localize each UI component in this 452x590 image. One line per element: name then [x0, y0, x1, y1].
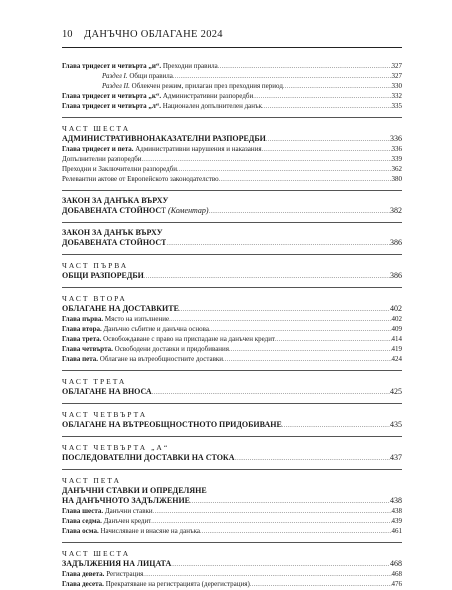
toc-entry[interactable] [62, 579, 402, 589]
entry-page: 438 [391, 507, 402, 515]
toc-entry[interactable] [62, 164, 402, 174]
part-title: ЗАДЪЛЖЕНИЯ НА ЛИЦАТА [62, 559, 172, 568]
dot-leader [152, 387, 390, 398]
entry-page: 327 [391, 72, 402, 80]
part-label: ЧАСТ ВТОРА [62, 294, 127, 303]
entry-title: Облекчен режим, прилаган през преходния период [129, 82, 283, 90]
toc-part-four [62, 409, 402, 430]
part-title: НА ДАНЪЧНОТО ЗАДЪЛЖЕНИЕ [62, 496, 191, 505]
toc-part-one [62, 260, 402, 281]
entry-page: 439 [391, 517, 402, 525]
entry-title: Освободени доставки и придобивания [112, 345, 230, 353]
entry-title: Допълнителни разпоредби [62, 155, 142, 163]
entry-page: 339 [391, 155, 402, 163]
entry-title: Облагане на вътреобщностните доставки [98, 355, 224, 363]
dot-leader [250, 579, 392, 590]
toc-entry[interactable] [62, 354, 402, 364]
entry-page: 386 [390, 238, 402, 247]
dot-leader [235, 453, 390, 464]
part-title-line1: ДАНЪЧНИ СТАВКИ И ОПРЕДЕЛЯНЕ [62, 486, 207, 495]
toc-entry[interactable] [62, 144, 402, 154]
toc-entry-part-title[interactable] [62, 420, 402, 430]
entry-page: 414 [391, 335, 402, 343]
entry-page: 380 [391, 175, 402, 183]
toc-entry-part-title[interactable] [62, 387, 402, 397]
entry-chapter: Глава девета. [62, 570, 105, 578]
part-title: ОБЛАГАНЕ НА ВНОСА [62, 387, 152, 396]
entry-title: Общи правила [127, 72, 173, 80]
toc-entry-part-title[interactable] [62, 304, 402, 314]
entry-chapter: Глава втора. [62, 325, 102, 333]
entry-page: 468 [390, 559, 402, 568]
part-title: ПОСЛЕДОВАТЕЛНИ ДОСТАВКИ НА СТОКА [62, 453, 235, 462]
toc-part-six-obligations [62, 548, 402, 589]
law-title-line1: ЗАКОН ЗА ДАНЪК ВЪРХУ [62, 228, 163, 237]
entry-page: 425 [390, 387, 402, 396]
section-divider [62, 370, 402, 371]
entry-title: Преходни и Заключителни разпоредби [62, 165, 178, 173]
section-divider [62, 254, 402, 255]
toc-entry-law-title[interactable] [62, 206, 402, 216]
entry-title: Национален допълнителен данък [161, 102, 263, 110]
entry-title: Данъчно събитие и данъчна основа [101, 325, 209, 333]
entry-title: Данъчен кредит [101, 517, 152, 525]
toc-part-five [62, 475, 402, 536]
toc-entry[interactable] [62, 154, 402, 164]
section-divider [62, 469, 402, 470]
law-title-note: (Коментар) [168, 206, 209, 215]
entry-page: 424 [391, 355, 402, 363]
toc-entry[interactable] [62, 516, 402, 526]
section-divider [62, 436, 402, 437]
entry-page: 438 [390, 496, 402, 505]
toc-part-three [62, 376, 402, 397]
toc-entry[interactable] [62, 526, 402, 536]
part-title: ОБЩИ РАЗПОРЕДБИ [62, 271, 144, 280]
toc-part-six-penal [62, 123, 402, 184]
dot-leader [209, 206, 390, 217]
entry-page: 335 [391, 102, 402, 110]
toc-entry[interactable] [62, 174, 402, 184]
part-title: ОБЛАГАНЕ НА ДОСТАВКИТЕ [62, 304, 179, 313]
part-label: ЧАСТ ШЕСТА [62, 549, 131, 558]
entry-chapter: Глава седма. [62, 517, 102, 525]
entry-page: 336 [390, 134, 402, 143]
part-title: ОБЛАГАНЕ НА ВЪТРЕОБЩНОСТНОТО ПРИДОБИВАНЕ [62, 420, 282, 429]
entry-chapter: Глава пета. [62, 355, 99, 363]
entry-chapter: Глава осма. [62, 527, 99, 535]
entry-page: 468 [391, 570, 402, 578]
toc-entry[interactable] [62, 334, 402, 344]
entry-chapter: Глава трета. [62, 335, 102, 343]
part-label: ЧАСТ ЧЕТВЪРТА „А“ [62, 443, 170, 452]
entry-page: 437 [390, 453, 402, 462]
entry-title: Прекратяване на регистрацията (дерегистрация) [103, 580, 250, 588]
page-number: 10 [62, 29, 73, 40]
section-divider [62, 222, 402, 223]
entry-chapter: Глава тридесет и четвърта „л“. [62, 102, 162, 110]
dot-leader [223, 354, 391, 365]
entry-section: Раздел I. [102, 72, 128, 80]
toc-part-four-a [62, 442, 402, 463]
part-label: ЧАСТ ТРЕТА [62, 377, 127, 386]
entry-title: Преходни правила [161, 62, 218, 70]
entry-page: 402 [390, 304, 402, 313]
toc-entry[interactable] [62, 314, 402, 324]
entry-title: Релевантни актове от Европейското законодателство [62, 175, 219, 183]
entry-chapter: Глава шеста. [62, 507, 104, 515]
law-title-line1: ЗАКОН ЗА ДАНЪКА ВЪРХУ [62, 196, 169, 205]
entry-chapter: Глава десета. [62, 580, 104, 588]
entry-title: Място на изпълнение [103, 315, 170, 323]
entry-page: 476 [391, 580, 402, 588]
entry-title: Административни нарушения и наказания [133, 145, 262, 153]
part-label: ЧАСТ ПЪРВА [62, 261, 129, 270]
entry-page: 330 [391, 82, 402, 90]
toc-entry-part-title[interactable] [62, 496, 402, 506]
entry-page: 386 [390, 271, 402, 280]
section-divider [62, 117, 402, 118]
toc-entry-part-title[interactable] [62, 453, 402, 463]
section-divider [62, 403, 402, 404]
entry-title: Данъчни ставки [103, 507, 153, 515]
law-title-line2: ДОБАВЕНАТА СТОЙНОС [62, 206, 162, 215]
dot-leader [219, 174, 392, 185]
toc-entry[interactable] [62, 101, 402, 111]
entry-title: Административни разпоредби [161, 92, 254, 100]
section-divider [62, 190, 402, 191]
part-label: ЧАСТ ЧЕТВЪРТА [62, 410, 148, 419]
entry-title: Регистрация [104, 570, 144, 578]
toc-entry[interactable] [62, 324, 402, 334]
entry-chapter: Глава първа. [62, 315, 104, 323]
toc-entry-part-title[interactable] [62, 559, 402, 569]
entry-title: Освобождаване с право на приспадане на данъчен кредит [101, 335, 275, 343]
entry-title: Начисляване и внасяне на данъка [98, 527, 200, 535]
entry-page: 332 [391, 92, 402, 100]
entry-page: 435 [390, 420, 402, 429]
dot-leader [144, 271, 390, 282]
entry-chapter: Глава тридесет и четвърта „и“. [62, 62, 162, 70]
dot-leader [282, 420, 390, 431]
running-title: ДАНЪЧНО ОБЛАГАНЕ 2024 [84, 29, 223, 40]
toc-entry[interactable] [62, 569, 402, 579]
dot-leader [166, 238, 390, 249]
toc-entry[interactable] [62, 81, 402, 91]
part-label: ЧАСТ ПЕТА [62, 476, 121, 485]
entry-page: 382 [390, 206, 402, 215]
page-header [62, 30, 402, 48]
toc-entry[interactable] [62, 506, 402, 516]
law-title-line2: ДОБАВЕНАТА СТОЙНОСТ [62, 238, 167, 247]
toc-block-chapters-34 [62, 61, 402, 111]
entry-chapter: Глава тридесет и пета. [62, 145, 134, 153]
entry-page: 402 [391, 315, 402, 323]
toc-entry-law-title[interactable] [62, 238, 402, 248]
entry-page: 461 [391, 527, 402, 535]
entry-page: 336 [391, 145, 402, 153]
entry-chapter: Глава тридесет и четвърта „к“. [62, 92, 162, 100]
dot-leader [262, 101, 391, 112]
toc-entry-part-title[interactable] [62, 271, 402, 281]
toc-part-two [62, 293, 402, 364]
part-label: ЧАСТ ШЕСТА [62, 124, 131, 133]
toc-entry[interactable] [62, 91, 402, 101]
toc-vat-commentary [62, 196, 402, 216]
entry-chapter: Глава четвърта. [62, 345, 113, 353]
entry-section: Раздел II. [102, 82, 130, 90]
entry-page: 409 [391, 325, 402, 333]
part-title: АДМИНИСТРАТИВНОНАКАЗАТЕЛНИ РАЗПОРЕДБИ [62, 134, 266, 143]
entry-page: 362 [391, 165, 402, 173]
law-title-tail: Т [161, 206, 169, 215]
section-divider [62, 287, 402, 288]
toc-vat-law [62, 228, 402, 248]
entry-page: 327 [391, 62, 402, 70]
entry-page: 419 [391, 345, 402, 353]
section-divider [62, 542, 402, 543]
toc-entry-part-title[interactable] [62, 134, 402, 144]
dot-leader [200, 526, 392, 537]
toc-entry[interactable] [62, 344, 402, 354]
toc-entry[interactable] [62, 71, 402, 81]
toc-entry[interactable] [62, 61, 402, 71]
